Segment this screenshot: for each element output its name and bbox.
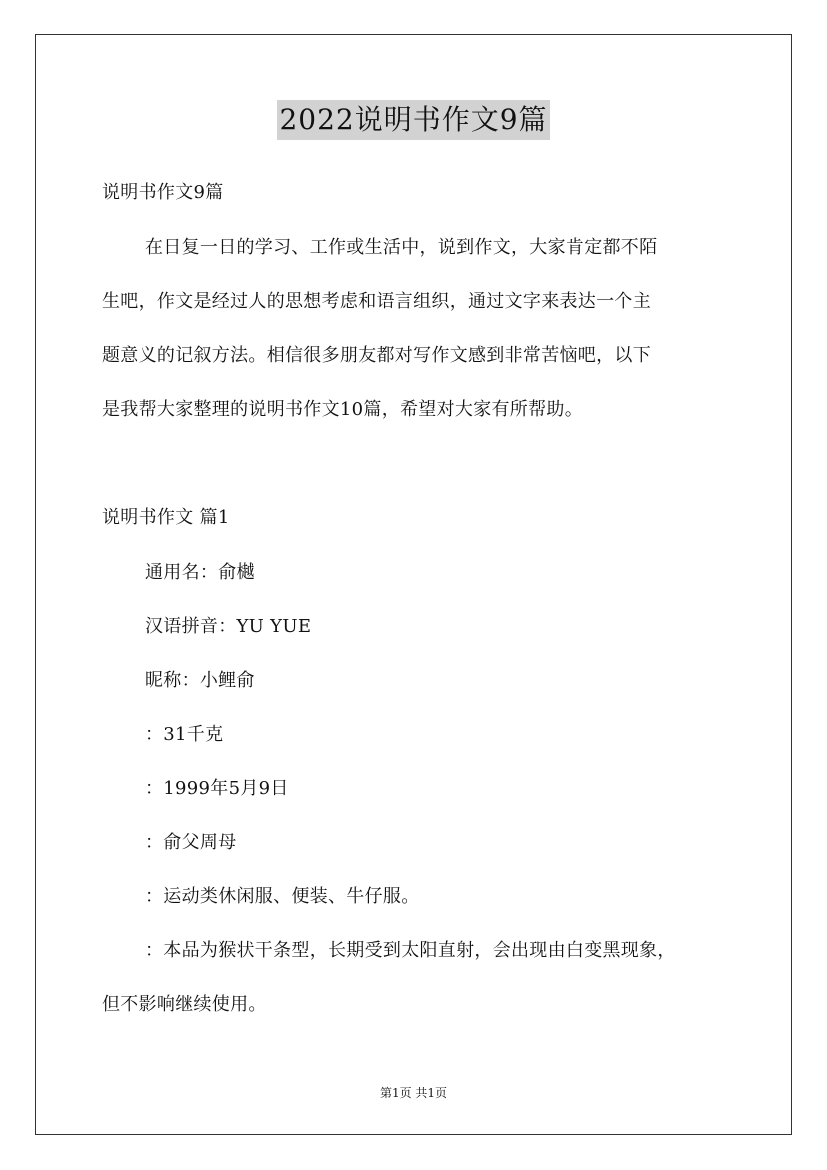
intro-line-3: 题意义的记叙方法。相信很多朋友都对写作文感到非常苦恼吧，以下 — [102, 345, 651, 366]
document-title: 2022说明书作文9篇 — [277, 100, 549, 140]
item-description-continuation: 但不影响继续使用。 — [102, 994, 267, 1015]
item-weight: ：31千克 — [145, 724, 224, 745]
intro-line-1: 在日复一日的学习、工作或生活中，说到作文，大家肯定都不陌 — [145, 237, 658, 258]
page-footer: 第1页 共1页 — [379, 1086, 448, 1100]
item-nickname: 昵称：小鲤俞 — [145, 670, 255, 691]
section-heading: 说明书作文 篇1 — [102, 507, 230, 528]
item-date: ：1999年5月9日 — [145, 778, 289, 799]
document-subtitle: 说明书作文9篇 — [102, 182, 224, 203]
intro-line-4: 是我帮大家整理的说明书作文10篇，希望对大家有所帮助。 — [102, 399, 584, 420]
item-pinyin: 汉语拼音：YU YUE — [145, 616, 312, 637]
item-generic-name: 通用名：俞樾 — [145, 562, 255, 583]
item-parents: ：俞父周母 — [145, 832, 237, 853]
item-description: ：本品为猴状干条型，长期受到太阳直射，会出现由白变黑现象， — [145, 940, 676, 961]
intro-line-2: 生吧，作文是经过人的思想考虑和语言组织，通过文字来表达一个主 — [102, 291, 651, 312]
item-clothing: ：运动类休闲服、便装、牛仔服。 — [145, 886, 420, 907]
title-container — [0, 100, 827, 140]
